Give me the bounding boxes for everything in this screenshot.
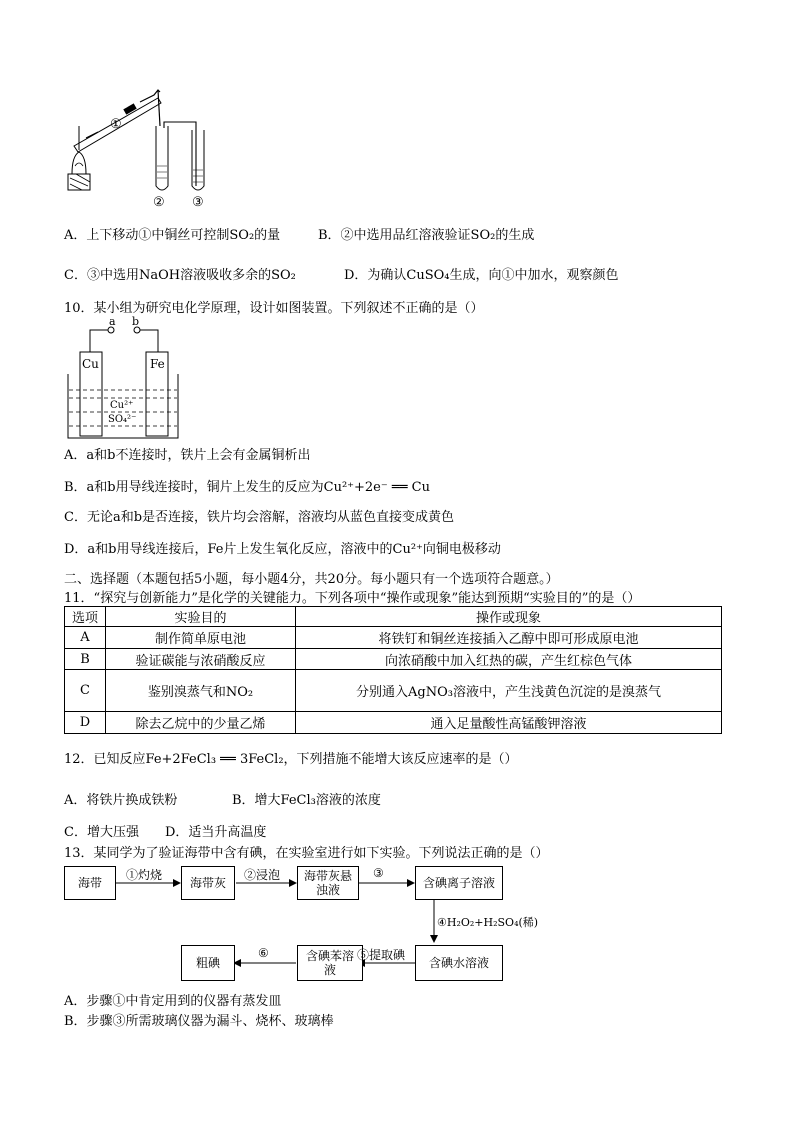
q11-stem: 11．“探究与创新能力”是化学的关键能力。下列各项中“操作或现象”能达到预期“实验目的”的是（）	[64, 591, 641, 606]
q11-header-operation: 操作或现象	[296, 607, 722, 627]
q11-cell: 将铁钉和铜丝连接插入乙醇中即可形成原电池	[296, 627, 722, 649]
q9-label-3: ③	[192, 195, 204, 210]
flow-box-ash: 海带灰	[181, 866, 235, 900]
q11-cell: A	[65, 627, 106, 649]
q11-cell: 分别通入AgNO₃溶液中，产生浅黄色沉淀的是溴蒸气	[296, 670, 722, 712]
q11-cell: D	[65, 712, 106, 734]
q12-option-a: A．将铁片换成铁粉	[64, 793, 178, 808]
q9-label-2: ②	[153, 195, 165, 210]
q9-option-c: C．③中选用NaOH溶液吸收多余的SO₂	[64, 268, 296, 283]
q13-stem: 13．某同学为了验证海带中含有碘，在实验室进行如下实验。下列说法正确的是（）	[64, 846, 549, 861]
q11-table	[64, 606, 722, 734]
q12-option-b: B．增大FeCl₃溶液的浓度	[232, 793, 381, 808]
flow-step-3: ③	[373, 866, 384, 880]
q10-electrode-fe: Fe	[150, 357, 165, 371]
flow-step-6: ⑥	[258, 946, 269, 960]
q10-terminal-b: b	[132, 316, 140, 328]
q11-cell: B	[65, 649, 106, 670]
q9-option-b: B．②中选用品红溶液验证SO₂的生成	[318, 228, 535, 243]
q10-stem: 10．某小组为研究电化学原理，设计如图装置。下列叙述不正确的是（）	[64, 301, 484, 316]
q12-options-c-d: C．增大压强 D．适当升高温度	[64, 825, 267, 840]
flow-box-aqueous-iodine: 含碘水溶液	[415, 945, 503, 981]
table-row	[65, 712, 722, 734]
flow-box-crude-iodine: 粗碘	[181, 945, 235, 981]
q10-option-d: D．a和b用导线连接后，Fe片上发生氧化反应，溶液中的Cu²⁺向铜电极移动	[64, 542, 501, 557]
flow-step-1: ①灼烧	[126, 868, 163, 882]
q11-cell: 制作简单原电池	[106, 627, 296, 649]
q10-option-c: C．无论a和b是否连接，铁片均会溶解，溶液均从蓝色直接变成黄色	[64, 510, 455, 525]
q10-electrode-cu: Cu	[82, 357, 99, 371]
flow-step-4: ④H₂O₂+H₂SO₄(稀)	[437, 916, 539, 929]
q11-header-purpose: 实验目的	[106, 607, 296, 627]
q11-cell: 验证碳能与浓硝酸反应	[106, 649, 296, 670]
table-row	[65, 670, 722, 712]
q13-option-a: A．步骤①中肯定用到的仪器有蒸发皿	[64, 994, 282, 1009]
q13-option-b: B．步骤③所需玻璃仪器为漏斗、烧杯、玻璃棒	[64, 1014, 334, 1029]
q10-terminal-a: a	[109, 316, 116, 328]
q10-cell-diagram	[64, 316, 184, 442]
q9-option-a: A．上下移动①中铜丝可控制SO₂的量	[64, 228, 281, 243]
q11-cell: 向浓硝酸中加入红热的碳，产生红棕色气体	[296, 649, 722, 670]
q9-option-d: D．为确认CuSO₄生成，向①中加水，观察颜色	[344, 268, 619, 283]
q11-cell: 除去乙烷中的少量乙烯	[106, 712, 296, 734]
table-row	[65, 649, 722, 670]
flow-box-suspension: 海带灰悬浊液	[297, 866, 359, 900]
flow-box-kelp: 海带	[64, 866, 116, 900]
flow-step-2: ②浸泡	[244, 868, 281, 882]
q9-label-1: ①	[110, 117, 122, 132]
section-2-heading: 二、选择题（本题包括5小题，每小题4分，共20分。每小题只有一个选项符合题意。）	[64, 572, 559, 587]
q10-option-b: B．a和b用导线连接时，铜片上发生的反应为Cu²⁺+2e⁻ ══ Cu	[64, 480, 430, 495]
q10-ion-so4: SO₄²⁻	[108, 414, 137, 425]
table-row	[65, 627, 722, 649]
q11-cell: 通入足量酸性高锰酸钾溶液	[296, 712, 722, 734]
flow-box-benzene-iodine: 含碘苯溶液	[297, 945, 363, 981]
q11-cell: C	[65, 670, 106, 712]
q11-cell: 鉴别溴蒸气和NO₂	[106, 670, 296, 712]
q10-option-a: A．a和b不连接时，铁片上会有金属铜析出	[64, 448, 311, 463]
q9-apparatus-diagram	[62, 86, 232, 211]
q11-header-option: 选项	[65, 607, 106, 627]
q10-ion-cu: Cu²⁺	[110, 400, 134, 411]
flow-box-iodide-solution: 含碘离子溶液	[415, 866, 503, 900]
q12-stem: 12．已知反应Fe+2FeCl₃ ══ 3FeCl₂，下列措施不能增大该反应速率的是（）	[64, 752, 518, 767]
flow-step-5: ⑤提取碘	[357, 948, 406, 962]
